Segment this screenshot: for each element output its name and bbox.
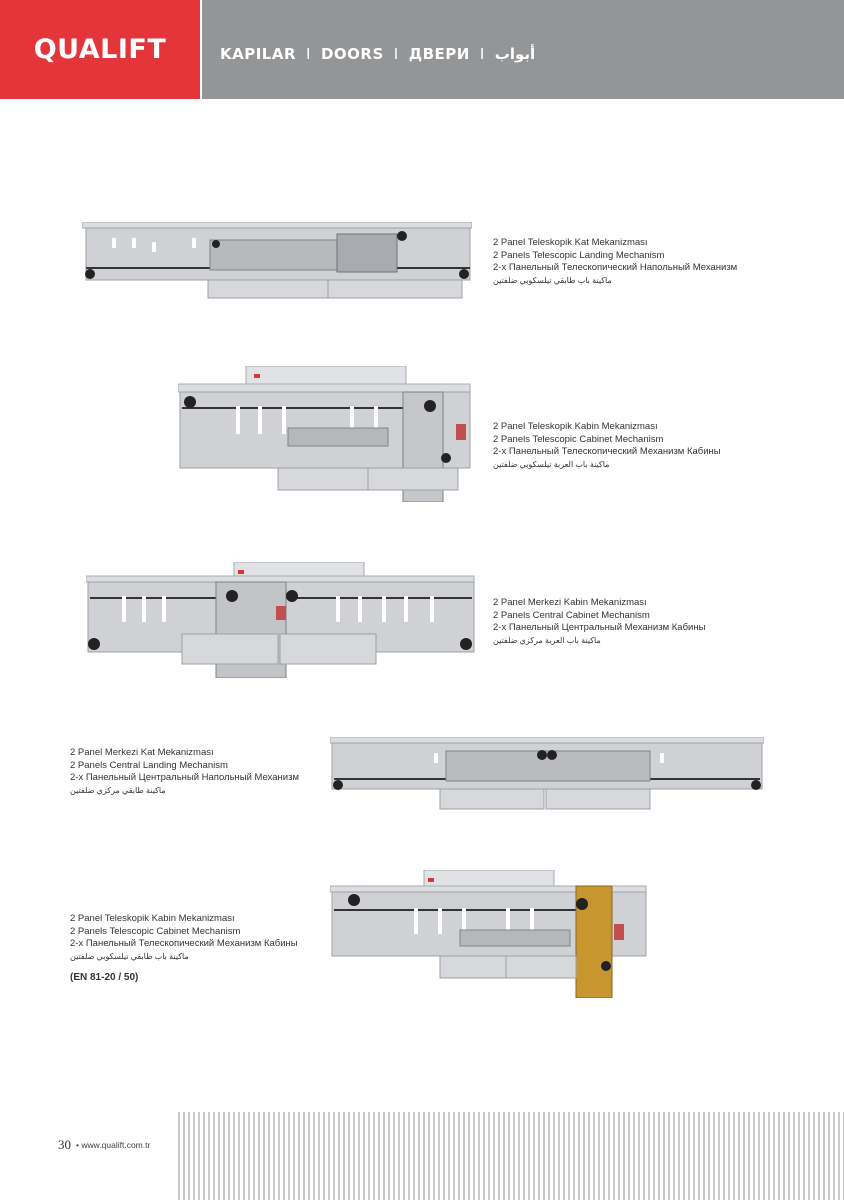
- product-caption: [493, 421, 721, 471]
- page-number: 30: [58, 1137, 71, 1152]
- website-url: • www.qualift.com.tr: [76, 1140, 151, 1150]
- caption-en: 2 Panels Telescopic Landing Mechanism: [493, 249, 665, 261]
- product-caption: [70, 747, 299, 797]
- product-caption: [493, 237, 737, 287]
- title-en: DOORS: [320, 45, 384, 63]
- product-image-telescopic-cabinet: [178, 366, 474, 502]
- footer-stripe-pattern: [178, 1112, 844, 1200]
- caption-ar: ماكينة طابقي مركزي ضلفتين: [70, 785, 166, 795]
- product-image-telescopic-cabinet-en81: [330, 870, 648, 998]
- product-caption: [70, 913, 298, 985]
- brand-logo: [0, 0, 200, 99]
- caption-ar: ماكينة باب العربة تيلسكوبي ضلفتين: [493, 459, 610, 469]
- logo-text: QUALIFT: [33, 34, 167, 65]
- caption-ru: 2-х Панельный Телескопический Механизм Кабины: [70, 938, 298, 949]
- caption-tr: 2 Panel Merkezi Kat Mekanizması: [70, 747, 214, 758]
- caption-en: 2 Panels Central Cabinet Mechanism: [493, 609, 650, 621]
- title-separator: I: [393, 45, 399, 63]
- caption-tr: 2 Panel Teleskopik Kabin Mekanizması: [493, 421, 658, 432]
- title-separator: I: [479, 45, 485, 63]
- caption-en: 2 Panels Telescopic Cabinet Mechanism: [70, 925, 241, 937]
- section-title: [220, 45, 535, 63]
- caption-ar: ماكينة باب طابقي تيلسكوبي ضلفتين: [70, 951, 189, 961]
- title-separator: I: [306, 45, 311, 63]
- caption-en: 2 Panels Central Landing Mechanism: [70, 759, 228, 771]
- caption-ru: 2-х Панельный Центральный Механизм Кабины: [493, 622, 706, 633]
- caption-tr: 2 Panel Teleskopik Kabin Mekanizması: [70, 913, 235, 924]
- header-bar: [202, 0, 844, 99]
- title-ar: أبواب: [494, 45, 536, 63]
- product-image-central-landing: [330, 737, 764, 811]
- caption-ar: ماكينة باب طابقي تيلسكوبي ضلفتين: [493, 275, 612, 285]
- caption-ru: 2-х Панельный Телескопический Напольный Механизм: [493, 262, 738, 273]
- caption-tr: 2 Panel Merkezi Kabin Mekanizması: [493, 597, 647, 608]
- caption-ru: 2-х Панельный Телескопический Механизм Кабины: [493, 446, 721, 457]
- product-caption: [493, 597, 705, 647]
- title-ru: ДВЕРИ: [408, 45, 470, 63]
- product-image-telescopic-landing: [82, 222, 472, 300]
- caption-en: 2 Panels Telescopic Cabinet Mechanism: [493, 433, 664, 445]
- standard-label: (EN 81-20 / 50): [70, 972, 139, 983]
- caption-ar: ماكينة باب العربة مركزي ضلفتين: [493, 635, 601, 645]
- caption-ru: 2-х Панельный Центральный Напольный Механизм: [70, 772, 300, 783]
- product-image-central-cabinet: [86, 562, 476, 678]
- title-tr: KAPILAR: [220, 45, 297, 63]
- caption-tr: 2 Panel Teleskopik Kat Mekanizması: [493, 237, 648, 248]
